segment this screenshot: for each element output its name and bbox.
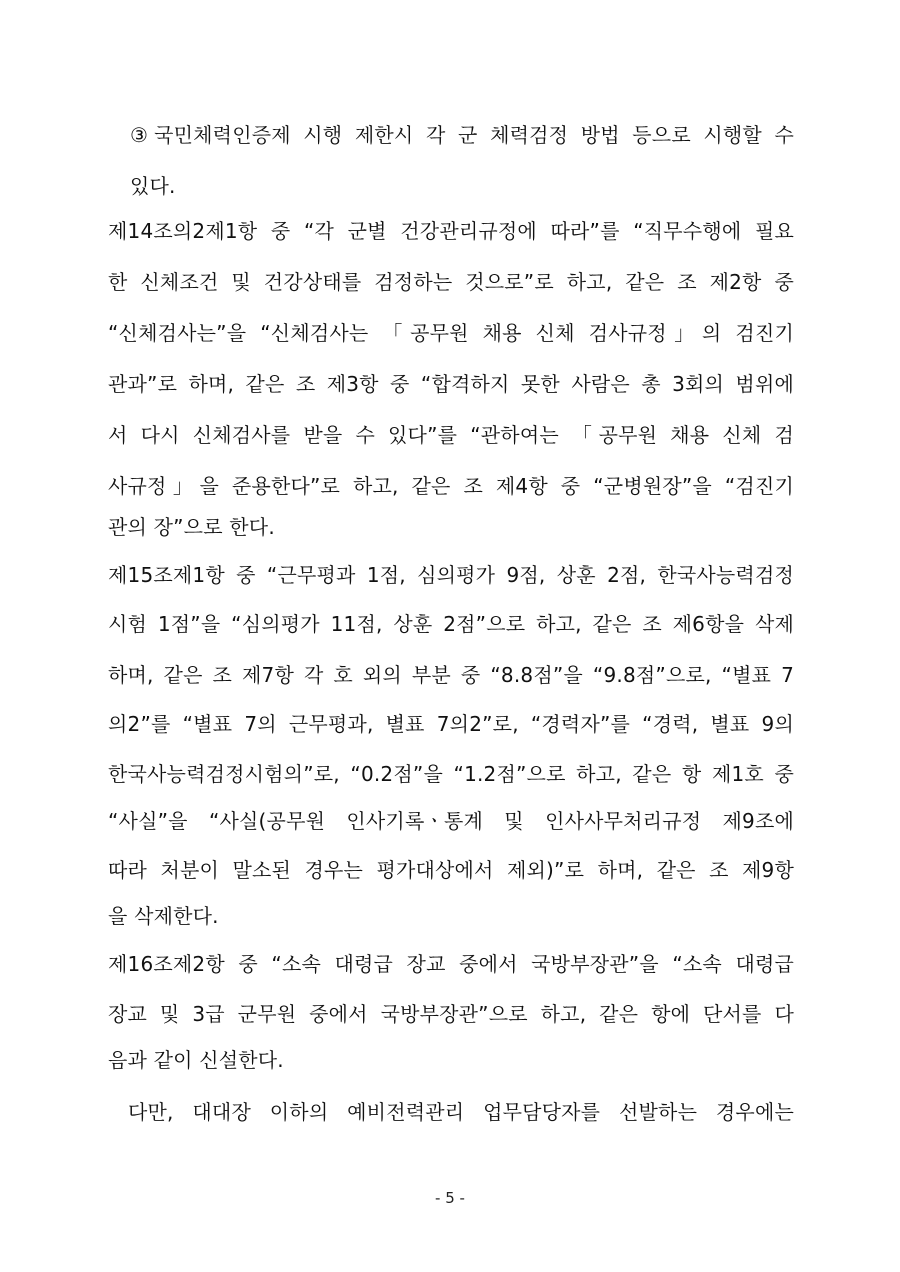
text-line: 있다. — [130, 174, 176, 198]
text-line: 음과 같이 신설한다. — [108, 1048, 284, 1072]
text-line: 사규정」을 준용한다”로 하고, 같은 조 제4항 중 “군병원장”을 “검진기 — [108, 474, 794, 498]
text-line: “사실”을 “사실(공무원 인사기록ㆍ통계 및 인사사무처리규정 제9조에 — [108, 809, 794, 833]
text-line: 다만, 대대장 이하의 예비전력관리 업무담당자를 선발하는 경우에는 — [128, 1100, 794, 1124]
text-line: 의2”를 “별표 7의 근무평과, 별표 7의2”로, “경력자”를 “경력, 별표 9의 — [108, 712, 794, 736]
text-line: 한 신체조건 및 건강상태를 검정하는 것으로”로 하고, 같은 조 제2항 중 — [108, 270, 794, 294]
text-line: 서 다시 신체검사를 받을 수 있다”를 “관하여는 「공무원 채용 신체 검 — [108, 423, 794, 447]
text-line: 장교 및 3급 군무원 중에서 국방부장관”으로 하고, 같은 항에 단서를 다 — [108, 1002, 794, 1026]
text-line: 시험 1점”을 “심의평가 11점, 상훈 2점”으로 하고, 같은 조 제6항을 삭제 — [108, 612, 794, 636]
text-line: 하며, 같은 조 제7항 각 호 외의 부분 중 “8.8점”을 “9.8점”으로, “별표 7 — [108, 663, 794, 687]
text-line: 제14조의2제1항 중 “각 군별 건강관리규정에 따라”를 “직무수행에 필요 — [108, 219, 794, 243]
text-line: “신체검사는”을 “신체검사는 「공무원 채용 신체 검사규정」의 검진기 — [108, 321, 794, 345]
text-line: 관의 장”으로 한다. — [108, 515, 275, 539]
text-line: 제15조제1항 중 “근무평과 1점, 심의평가 9점, 상훈 2점, 한국사능력검정 — [108, 563, 794, 587]
text-line: 한국사능력검정시험의”로, “0.2점”을 “1.2점”으로 하고, 같은 항 제1호 중 — [108, 762, 794, 786]
text-line: 따라 처분이 말소된 경우는 평가대상에서 제외)”로 하며, 같은 조 제9항 — [108, 858, 794, 882]
text-line: 관과”로 하며, 같은 조 제3항 중 “합격하지 못한 사람은 총 3회의 범위에 — [108, 372, 794, 396]
page-number: - 5 - — [435, 1189, 465, 1207]
text-line: ③국민체력인증제 시행 제한시 각 군 체력검정 방법 등으로 시행할 수 — [130, 123, 794, 147]
text-line: 을 삭제한다. — [108, 904, 219, 928]
text-line: 제16조제2항 중 “소속 대령급 장교 중에서 국방부장관”을 “소속 대령급 — [108, 952, 794, 976]
